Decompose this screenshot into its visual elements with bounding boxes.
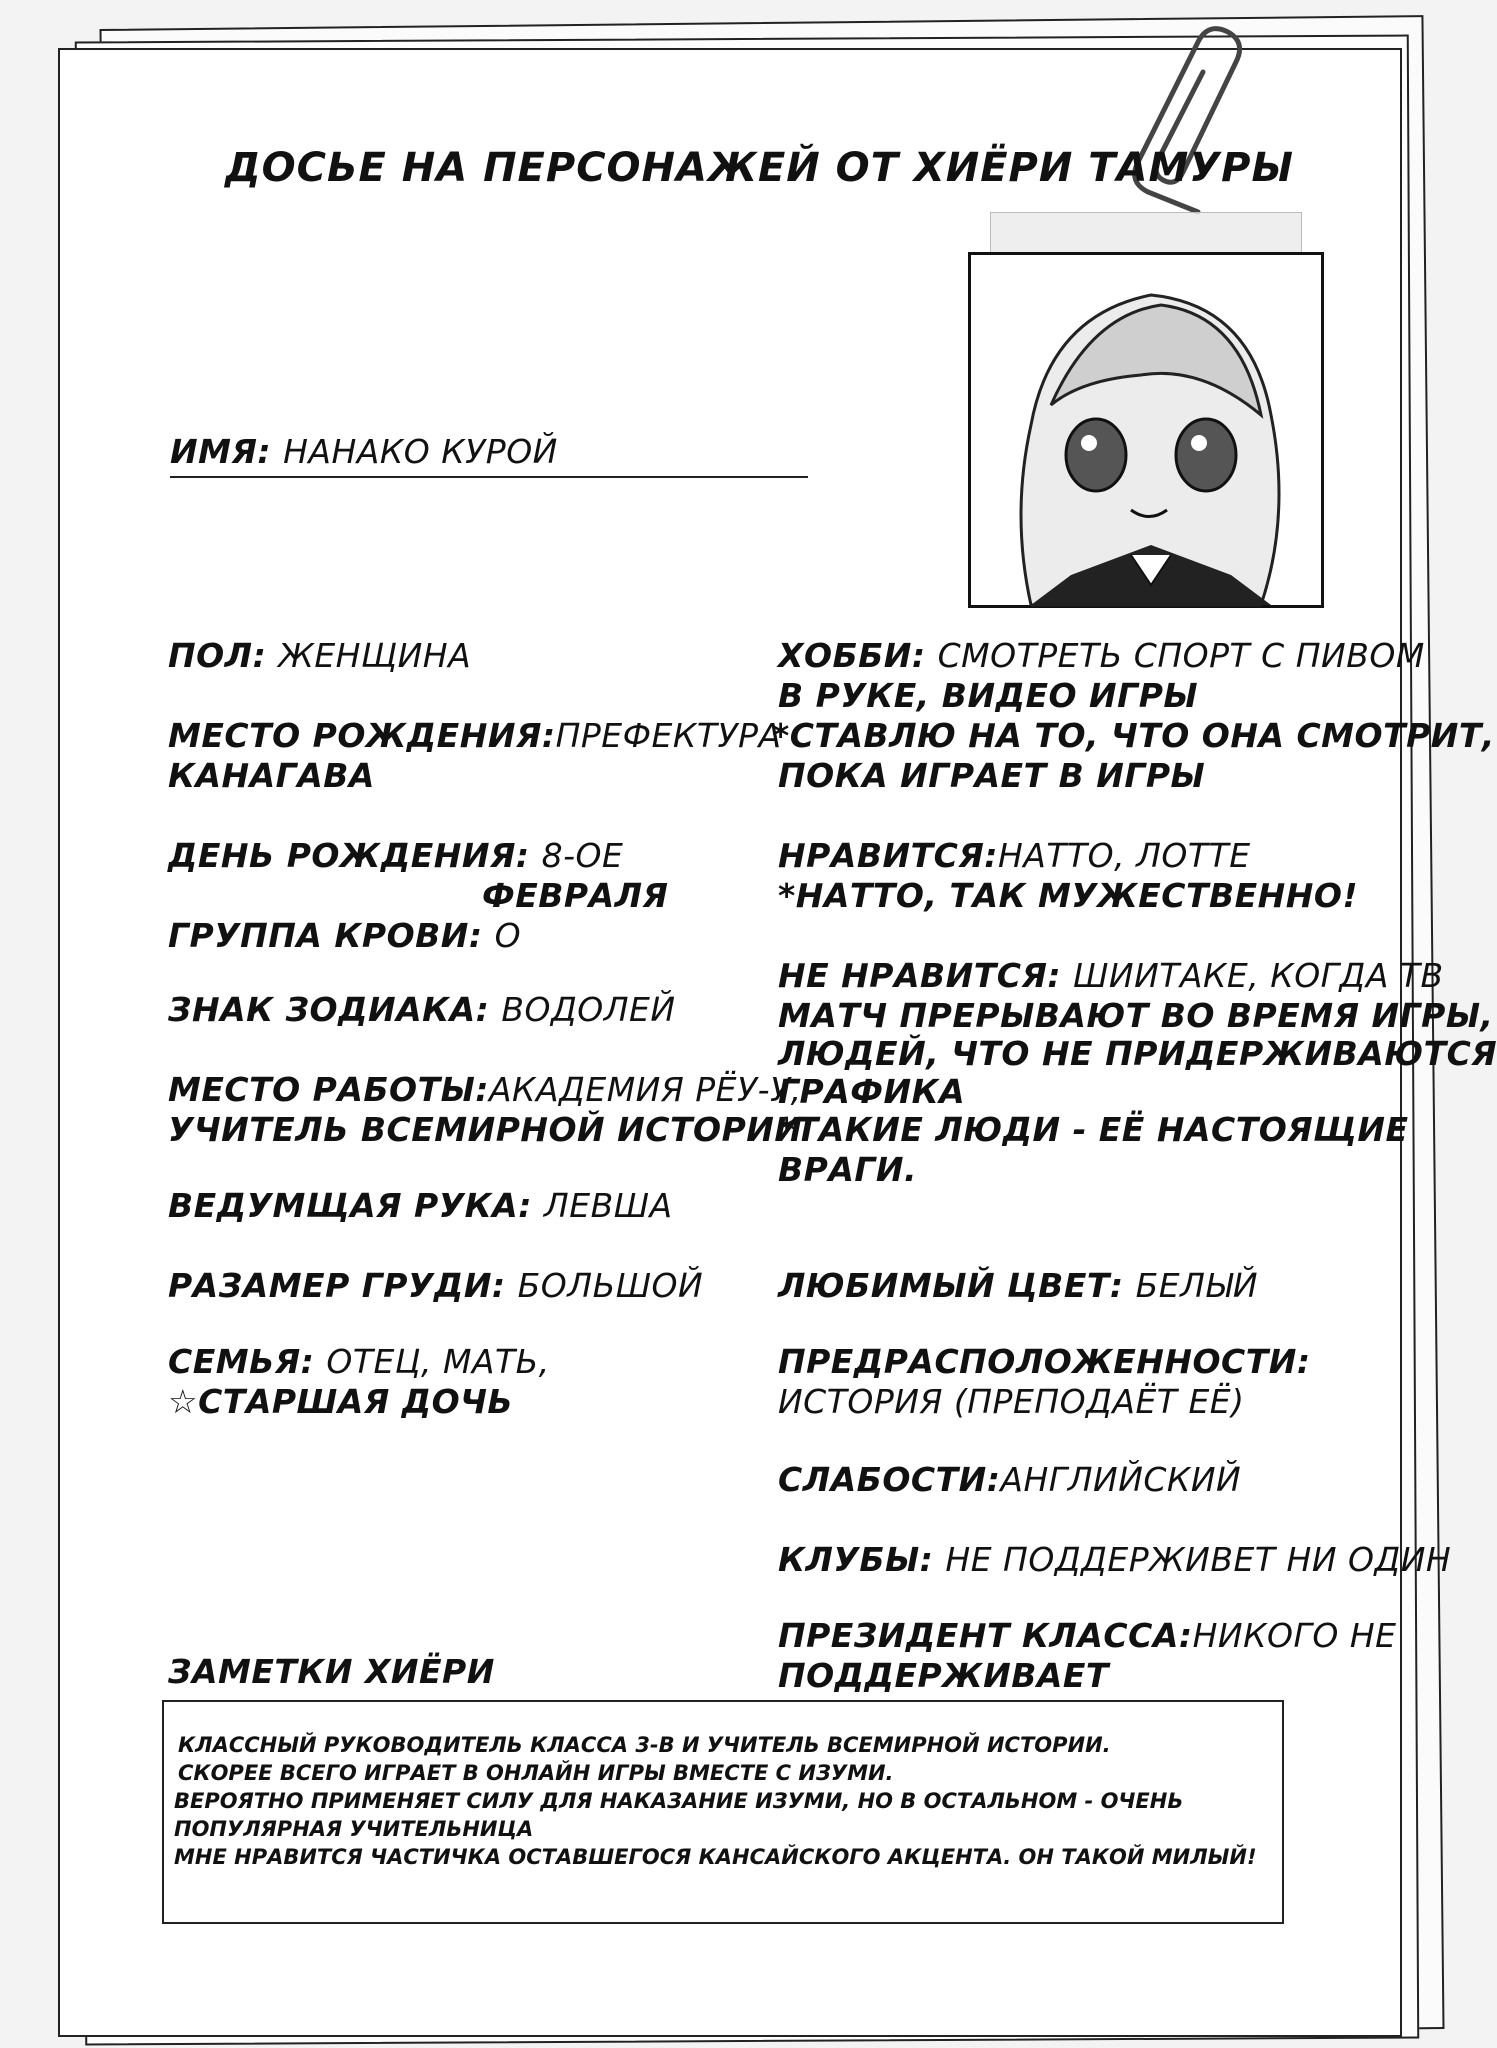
- family-label: СЕМЬЯ:: [168, 1342, 315, 1381]
- gender-field: [168, 636, 471, 676]
- aptitude-value-text: ИСТОРИЯ (ПРЕПОДАЁТ ЕЁ): [778, 1382, 1245, 1421]
- color-field: [778, 1266, 1258, 1306]
- likes-label: НРАВИТСЯ:: [778, 836, 998, 875]
- character-portrait: [968, 252, 1324, 608]
- name-field: [170, 432, 558, 472]
- note-line: ПОПУЛЯРНАЯ УЧИТЕЛЬНИЦА: [174, 1817, 534, 1841]
- portrait-drawing: [971, 255, 1321, 605]
- clubs-label: КЛУБЫ:: [778, 1540, 934, 1579]
- hobby-note-line1: *СТАВЛЮ НА ТО, ЧТО ОНА СМОТРИТ,: [772, 716, 1495, 755]
- birthplace-label: МЕСТО РОЖДЕНИЯ:: [168, 716, 556, 755]
- hobby-value-line2: В РУКЕ, ВИДЕО ИГРЫ: [778, 676, 1199, 715]
- president-label: ПРЕЗИДЕНТ КЛАССА:: [778, 1616, 1193, 1655]
- clubs-value: НЕ ПОДДЕРЖИВЕТ НИ ОДИН: [945, 1540, 1452, 1579]
- dislikes-value-line2: МАТЧ ПРЕРЫВАЮТ ВО ВРЕМЯ ИГРЫ,: [778, 996, 1494, 1035]
- zodiac-field: [168, 990, 676, 1030]
- dislikes-field: [778, 956, 1444, 996]
- family-value: ОТЕЦ, МАТЬ,: [326, 1342, 550, 1381]
- president-value-line2: ПОДДЕРЖИВАЕТ: [778, 1656, 1109, 1695]
- family-value-line2: ☆СТАРШАЯ ДОЧЬ: [168, 1382, 514, 1421]
- family-field: [168, 1342, 550, 1382]
- note-line: ВЕРОЯТНО ПРИМЕНЯЕТ СИЛУ ДЛЯ НАКАЗАНИЕ ИЗУМИ, НО В ОСТАЛЬНОМ - ОЧЕНЬ: [174, 1789, 1184, 1813]
- birthday-value: 8-ОЕ: [541, 836, 624, 875]
- dislikes-value-line4: ГРАФИКА: [778, 1072, 966, 1111]
- notes-heading: ЗАМЕТКИ ХИЁРИ: [168, 1652, 495, 1691]
- name-value: НАНАКО КУРОЙ: [283, 432, 558, 471]
- hobby-field: [778, 636, 1425, 676]
- page-title: ДОСЬЕ НА ПЕРСОНАЖЕЙ ОТ ХИЁРИ ТАМУРЫ: [225, 145, 1294, 191]
- blood-field: [168, 916, 521, 956]
- note-line: СКОРЕЕ ВСЕГО ИГРАЕТ В ОНЛАЙН ИГРЫ ВМЕСТЕ С ИЗУМИ.: [178, 1761, 894, 1785]
- color-value: БЕЛЫЙ: [1135, 1266, 1259, 1305]
- birthday-value-line2: ФЕВРАЛЯ: [482, 876, 669, 915]
- note-line: КЛАССНЫЙ РУКОВОДИТЕЛЬ КЛАССА 3-В И УЧИТЕЛЬ ВСЕМИРНОЙ ИСТОРИИ.: [178, 1733, 1111, 1757]
- blood-label: ГРУППА КРОВИ:: [168, 916, 483, 955]
- birthday-label: ДЕНЬ РОЖДЕНИЯ:: [168, 836, 530, 875]
- weakness-value: АНГЛИЙСКИЙ: [1000, 1460, 1242, 1499]
- weakness-label: СЛАБОСТИ:: [778, 1460, 1001, 1499]
- birthday-field: [168, 836, 623, 876]
- aptitude-label: ПРЕДРАСПОЛОЖЕННОСТИ:: [778, 1342, 1311, 1381]
- likes-note: *НАТТО, ТАК МУЖЕСТВЕННО!: [778, 876, 1359, 915]
- note-line: МНЕ НРАВИТСЯ ЧАСТИЧКА ОСТАВШЕГОСЯ КАНСАЙСКОГО АКЦЕНТА. ОН ТАКОЙ МИЛЫЙ!: [174, 1845, 1257, 1869]
- gender-value: ЖЕНЩИНА: [278, 636, 472, 675]
- hand-value: ЛЕВША: [543, 1186, 673, 1225]
- blood-value: О: [494, 916, 522, 955]
- aptitude-field: [778, 1342, 1311, 1382]
- zodiac-value: ВОДОЛЕЙ: [501, 990, 676, 1029]
- hobby-label: ХОББИ:: [778, 636, 926, 675]
- chest-label: РАЗАМЕР ГРУДИ:: [168, 1266, 506, 1305]
- work-label: МЕСТО РАБОТЫ:: [168, 1070, 489, 1109]
- hand-label: ВЕДУМЩАЯ РУКА:: [168, 1186, 532, 1225]
- hobby-value: СМОТРЕТЬ СПОРТ С ПИВОМ: [937, 636, 1425, 675]
- name-underline: [170, 476, 808, 478]
- aptitude-value: [778, 1382, 1245, 1422]
- president-field: [778, 1616, 1396, 1656]
- hand-field: [168, 1186, 673, 1226]
- dislikes-label: НЕ НРАВИТСЯ:: [778, 956, 1062, 995]
- birthplace-value-line2: КАНАГАВА: [168, 756, 375, 795]
- work-value: АКАДЕМИЯ РЁУ-У,: [488, 1070, 802, 1109]
- work-field: [168, 1070, 802, 1110]
- weakness-field: [778, 1460, 1241, 1500]
- birthplace-value: ПРЕФЕКТУРА: [555, 716, 782, 755]
- paperclip-icon: [1128, 22, 1248, 222]
- likes-value: НАТТО, ЛОТТЕ: [997, 836, 1251, 875]
- birthplace-field: [168, 716, 782, 756]
- gender-label: ПОЛ:: [168, 636, 267, 675]
- chest-value: БОЛЬШОЙ: [517, 1266, 704, 1305]
- hobby-note-line2: ПОКА ИГРАЕТ В ИГРЫ: [778, 756, 1206, 795]
- dislikes-value: ШИИТАКЕ, КОГДА ТВ: [1073, 956, 1444, 995]
- zodiac-label: ЗНАК ЗОДИАКА:: [168, 990, 490, 1029]
- name-label: ИМЯ:: [170, 432, 272, 471]
- dislikes-value-line3: ЛЮДЕЙ, ЧТО НЕ ПРИДЕРЖИВАЮТСЯ: [778, 1034, 1497, 1073]
- color-label: ЛЮБИМЫЙ ЦВЕТ:: [778, 1266, 1124, 1305]
- chest-field: [168, 1266, 703, 1306]
- clubs-field: [778, 1540, 1451, 1580]
- president-value: НИКОГО НЕ: [1192, 1616, 1397, 1655]
- likes-field: [778, 836, 1251, 876]
- notes-box: [162, 1700, 1284, 1924]
- dislikes-note-line2: ВРАГИ.: [778, 1150, 918, 1189]
- work-value-line2: УЧИТЕЛЬ ВСЕМИРНОЙ ИСТОРИИ: [168, 1110, 803, 1149]
- dislikes-note-line1: *ТАКИЕ ЛЮДИ - ЕЁ НАСТОЯЩИЕ: [778, 1110, 1409, 1149]
